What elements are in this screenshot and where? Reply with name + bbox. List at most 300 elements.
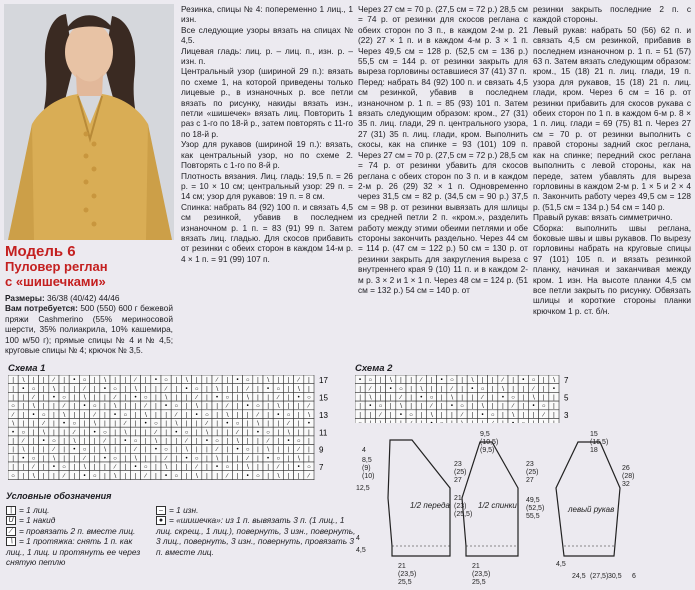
chart-symbol: ○: [164, 377, 168, 384]
chart-symbol: ○: [286, 412, 291, 419]
chart-symbol: ∖: [194, 473, 199, 480]
chart-symbol: |: [379, 395, 382, 401]
chart-symbol: ∕: [94, 412, 96, 419]
chart-symbol: |: [22, 421, 25, 428]
chart-symbol: •: [267, 386, 270, 393]
chart-symbol: [542, 421, 546, 423]
chart-symbol: ∕: [114, 464, 116, 471]
chart-symbol: |: [93, 386, 96, 393]
chart-symbol: ∕: [216, 377, 218, 384]
chart-symbol: •: [134, 395, 137, 401]
chart-symbol: |: [155, 412, 157, 419]
chart-symbol: |: [236, 403, 239, 410]
chart-symbol: |: [93, 438, 96, 445]
chart-symbol: ∕: [512, 403, 514, 410]
chart-symbol: |: [440, 386, 443, 393]
chart-symbol: ○: [307, 464, 311, 471]
chart-symbol: ○: [480, 386, 485, 393]
dimension-label: 18: [590, 447, 598, 454]
chart-symbol: |: [389, 395, 392, 401]
chart-symbol: |: [359, 386, 361, 393]
chart-symbol: ○: [225, 464, 230, 471]
dimension-label: 23: [454, 461, 462, 468]
dimension-label: 4,5: [356, 547, 366, 554]
chart-symbol: •: [420, 395, 423, 401]
chart-symbol: |: [42, 377, 45, 384]
chart-symbol: |: [430, 386, 433, 393]
chart-row-number: 9: [319, 445, 324, 455]
chart-symbol: |: [83, 412, 86, 419]
chart-symbol: [358, 421, 362, 423]
chart-cell: [151, 479, 161, 480]
chart-symbol: •: [22, 386, 25, 393]
chart-symbol: ○: [194, 455, 199, 462]
chart-symbol: ∖: [11, 421, 16, 428]
chart-symbol: |: [512, 386, 514, 393]
chart-symbol: |: [195, 377, 198, 384]
chart-symbol: |: [216, 412, 218, 419]
chart-symbol: |: [236, 412, 239, 419]
chart-symbol: ○: [21, 429, 26, 436]
chart-symbol: |: [226, 455, 229, 462]
chart-symbol: ∕: [83, 455, 86, 462]
chart-symbol: |: [42, 455, 45, 462]
chart-symbol: ∕: [73, 429, 75, 436]
chart-symbol: |: [175, 455, 178, 462]
chart-symbol: |: [104, 395, 106, 401]
chart-symbol: ∕: [226, 403, 228, 410]
chart-symbol: |: [22, 395, 25, 401]
model-photo-illustration: [4, 4, 174, 240]
chart-symbol: ○: [174, 403, 179, 410]
chart-symbol: |: [63, 455, 65, 462]
chart-symbol: |: [236, 386, 239, 393]
chart-symbol: ○: [266, 429, 270, 436]
chart-symbol: •: [287, 438, 290, 445]
chart-symbol: |: [63, 429, 65, 436]
front-label: 1/2 переда: [410, 501, 450, 510]
dimension-label: (25): [526, 469, 539, 476]
chart-symbol: ∖: [31, 473, 36, 480]
chart-symbol: |: [42, 473, 45, 480]
chart-cell: [18, 479, 28, 480]
chart-symbol: ∖: [245, 395, 250, 401]
chart-symbol: |: [32, 447, 35, 454]
chart-symbol: ∕: [43, 421, 45, 428]
dimension-label: 32: [622, 481, 630, 488]
chart-symbol: |: [267, 473, 269, 480]
chart-symbol: |: [236, 464, 239, 471]
chart-symbol: ∕: [226, 473, 228, 480]
chart-symbol: |: [481, 377, 484, 384]
chart-symbol: |: [206, 464, 208, 471]
chart-symbol: |: [216, 403, 218, 410]
chart-symbol: |: [114, 421, 116, 428]
chart-symbol: ○: [52, 438, 56, 445]
chart-symbol: |: [369, 412, 372, 419]
chart-symbol: •: [532, 403, 535, 410]
dimension-label: (27,5): [590, 573, 609, 580]
chart-symbol: |: [124, 464, 127, 471]
materials-value: 500 (550) 600 г бежевой пряжи Cashmerino (55% мериносовой шерсти, 35% полиакрила, 10% кашемира, 100 м/50 г); прямые спицы № 4 и № 4,5; круговые спицы № 4; крючок № 3,5.: [5, 303, 173, 356]
chart-symbol: |: [114, 438, 116, 445]
chart-symbol: ○: [82, 447, 87, 454]
chart-symbol: |: [297, 473, 300, 480]
chart-symbol: ∖: [72, 438, 77, 445]
chart-cell: [212, 479, 222, 480]
chart-symbol: •: [124, 438, 127, 445]
chart-symbol: |: [471, 403, 474, 410]
chart-cell: [69, 479, 79, 480]
chart-symbol: |: [287, 377, 290, 384]
chart-symbol: •: [552, 386, 555, 393]
chart-symbol: |: [287, 464, 290, 471]
chart-symbol: •: [277, 412, 280, 419]
chart-symbol: •: [73, 377, 76, 384]
chart-symbol: |: [155, 464, 157, 471]
dimension-label: 4,5: [556, 561, 566, 568]
chart-symbol: |: [277, 421, 280, 428]
chart-symbol: |: [134, 421, 137, 428]
chart-symbol: |: [420, 403, 423, 410]
chart-symbol: ∕: [461, 412, 463, 419]
sleeve-label: левый рукав: [568, 505, 615, 514]
chart-symbol: ∖: [480, 403, 485, 410]
chart-symbol: ∖: [102, 447, 107, 454]
chart-symbol: [512, 421, 514, 423]
chart-symbol: |: [12, 455, 14, 462]
chart-symbol: [430, 421, 432, 423]
chart-symbol: |: [114, 447, 116, 454]
chart-symbol: ∖: [276, 403, 281, 410]
chart-symbol: |: [155, 395, 157, 401]
chart-cell: [263, 479, 273, 480]
dimension-label: 8,5: [362, 457, 372, 464]
dimension-label: 6: [632, 573, 636, 580]
schema2-grid: [355, 375, 580, 423]
chart-symbol: |: [471, 412, 474, 419]
chart-symbol: •: [114, 412, 117, 419]
chart-symbol: |: [185, 473, 188, 480]
chart-cell: [141, 479, 151, 480]
chart-symbol: |: [359, 412, 361, 419]
chart-symbol: |: [246, 429, 249, 436]
dimension-label: 15: [590, 431, 598, 438]
chart-symbol: •: [175, 429, 178, 436]
chart-symbol: •: [256, 429, 259, 436]
chart-symbol: |: [287, 473, 290, 480]
chart-symbol: |: [277, 377, 280, 384]
chart-symbol: |: [124, 386, 127, 393]
chart-symbol: |: [144, 455, 147, 462]
chart-symbol: ○: [113, 455, 117, 462]
chart-symbol: |: [297, 421, 300, 428]
chart-symbol: |: [308, 438, 310, 445]
chart-symbol: •: [359, 377, 362, 384]
chart-symbol: |: [226, 386, 229, 393]
chart-symbol: ○: [256, 473, 260, 480]
chart-symbol: |: [165, 421, 167, 428]
chart-symbol: ∖: [92, 421, 97, 428]
chart-symbol: |: [461, 386, 463, 393]
chart-symbol: •: [440, 377, 443, 384]
chart-symbol: ○: [225, 395, 230, 401]
chart-symbol: |: [12, 438, 14, 445]
chart-symbol: |: [12, 395, 14, 401]
chart-symbol: ∖: [113, 403, 118, 410]
chart-symbol: |: [216, 429, 218, 436]
chart-symbol: |: [155, 403, 157, 410]
chart-symbol: |: [175, 447, 178, 454]
chart-symbol: |: [175, 386, 178, 393]
chart-symbol: |: [53, 473, 55, 480]
chart-symbol: |: [226, 429, 229, 436]
chart-symbol: |: [522, 403, 525, 410]
chart-symbol: ∖: [266, 447, 271, 454]
chart-symbol: |: [114, 429, 116, 436]
chart-symbol: |: [12, 386, 14, 393]
chart-symbol: ○: [143, 464, 148, 471]
chart-symbol: ∖: [306, 412, 311, 419]
chart-symbol: ○: [164, 447, 168, 454]
chart-symbol: ∕: [32, 395, 35, 401]
chart-symbol: •: [63, 421, 66, 428]
chart-symbol: |: [491, 403, 494, 410]
legend-yo: U = 1 накид: [6, 515, 146, 526]
chart-symbol: ∖: [419, 386, 424, 393]
chart-symbol: |: [42, 447, 45, 454]
chart-symbol: ∖: [286, 429, 291, 436]
chart-symbol: ∖: [21, 447, 26, 454]
chart-symbol: |: [124, 447, 127, 454]
chart-symbol: ∕: [63, 403, 65, 410]
chart-symbol: ∕: [145, 403, 147, 410]
dimension-label: (23,5): [472, 571, 491, 578]
chart-symbol: •: [195, 412, 198, 419]
chart-cell: [8, 479, 18, 480]
chart-symbol: ∖: [215, 386, 220, 393]
chart-symbol: ∕: [247, 386, 249, 393]
chart-symbol: [379, 421, 383, 423]
chart-symbol: |: [236, 395, 239, 401]
dimension-label: (52,5): [526, 505, 545, 512]
chart-symbol: |: [379, 386, 382, 393]
chart-row-number: 13: [319, 410, 328, 420]
chart-cell: [232, 479, 242, 480]
chart-symbol: |: [400, 377, 402, 384]
chart-symbol: ○: [399, 386, 403, 393]
chart-symbol: |: [389, 403, 392, 410]
chart-symbol: ∕: [532, 386, 535, 393]
chart-cell: [100, 479, 110, 480]
chart-symbol: ∕: [53, 447, 55, 454]
chart-symbol: |: [379, 377, 382, 384]
chart-symbol: |: [104, 464, 106, 471]
chart-symbol: •: [450, 403, 453, 410]
pattern-pieces: [350, 428, 690, 588]
chart-symbol: ∕: [502, 377, 504, 384]
chart-symbol: ∖: [82, 395, 87, 401]
chart-symbol: ∕: [308, 473, 310, 480]
chart-symbol: |: [502, 403, 504, 410]
dimension-label: 25,5: [398, 579, 412, 586]
chart-symbol: •: [52, 395, 55, 401]
chart-symbol: •: [236, 377, 239, 384]
dimension-label: (23): [454, 503, 467, 510]
chart-symbol: |: [185, 421, 188, 428]
chart-symbol: |: [553, 395, 555, 401]
chart-symbol: ○: [143, 395, 148, 401]
bobble-symbol-icon: ●: [156, 516, 166, 525]
chart-symbol: ○: [460, 403, 464, 410]
chart-symbol: |: [155, 473, 157, 480]
chart-row-number: 7: [564, 376, 569, 386]
chart-cell: [181, 479, 191, 480]
chart-symbol: |: [491, 377, 494, 384]
chart-symbol: ∕: [155, 429, 157, 436]
chart-symbol: ∖: [215, 455, 220, 462]
chart-symbol: ∖: [62, 412, 67, 419]
dimension-label: (9,5): [480, 447, 495, 454]
chart-symbol: •: [103, 386, 106, 393]
chart-symbol: |: [206, 473, 208, 480]
chart-symbol: |: [104, 421, 106, 428]
chart-cell: [294, 479, 304, 480]
chart-symbol: ∕: [287, 421, 290, 428]
chart-symbol: |: [93, 464, 96, 471]
chart-symbol: ∕: [247, 455, 249, 462]
chart-symbol: |: [144, 429, 147, 436]
chart-symbol: |: [144, 438, 147, 445]
chart-symbol: ∕: [104, 438, 106, 445]
chart-symbol: ∖: [470, 377, 475, 384]
chart-symbol: •: [144, 421, 147, 428]
chart-symbol: |: [308, 429, 310, 436]
dimension-label: 49,5: [526, 497, 540, 504]
chart-symbol: |: [389, 412, 392, 419]
chart-symbol: ∕: [12, 412, 14, 419]
dimension-label: (25,5): [454, 511, 473, 518]
chart-symbol: |: [175, 438, 178, 445]
chart-symbol: ○: [296, 438, 301, 445]
chart-symbol: |: [175, 464, 178, 471]
chart-symbol: |: [22, 473, 25, 480]
chart-symbol: ∕: [83, 386, 86, 393]
chart-symbol: |: [277, 438, 280, 445]
chart-symbol: |: [287, 455, 290, 462]
chart-symbol: ∕: [298, 447, 300, 454]
chart-symbol: ∕: [196, 395, 198, 401]
dimension-label: 21: [454, 495, 462, 502]
chart-symbol: ○: [62, 464, 66, 471]
dimension-label: 4: [356, 535, 360, 542]
chart-symbol: ∖: [51, 455, 56, 462]
legend: [6, 491, 356, 568]
chart-symbol: ∕: [277, 464, 279, 471]
chart-symbol: ∖: [296, 386, 301, 393]
chart-cell: [243, 479, 253, 480]
chart-symbol: ○: [256, 403, 260, 410]
chart-cell: [39, 479, 49, 480]
chart-symbol: •: [246, 403, 249, 410]
sizes-value: 36/38 (40/42) 44/46: [47, 293, 120, 303]
chart-symbol: |: [42, 395, 45, 401]
chart-symbol: ∖: [204, 429, 209, 436]
chart-symbol: •: [297, 464, 300, 471]
chart-symbol: |: [83, 438, 86, 445]
chart-symbol: •: [267, 455, 270, 462]
chart-symbol: ∕: [298, 377, 300, 384]
chart-symbol: |: [359, 395, 361, 401]
chart-symbol: |: [124, 473, 127, 480]
chart-symbol: |: [430, 377, 433, 384]
yarn-over-symbol-icon: U: [6, 516, 16, 525]
chart-symbol: ∕: [32, 464, 35, 471]
chart-symbol: •: [216, 395, 219, 401]
chart-symbol: |: [195, 421, 198, 428]
chart-symbol: •: [32, 412, 35, 419]
chart-symbol: •: [93, 429, 96, 436]
chart-symbol: ∕: [124, 421, 126, 428]
chart-symbol: |: [226, 438, 229, 445]
chart-symbol: |: [165, 438, 167, 445]
chart-symbol: ∖: [388, 377, 393, 384]
chart-symbol: ∖: [266, 377, 271, 384]
chart-symbol: ○: [307, 395, 311, 401]
chart-symbol: |: [185, 412, 188, 419]
chart-symbol: •: [185, 386, 188, 393]
chart-symbol: |: [440, 412, 443, 419]
materials-label: Вам потребуется:: [5, 303, 78, 314]
chart-symbol: |: [257, 455, 259, 462]
chart-cell: [253, 479, 263, 480]
chart-symbol: |: [440, 403, 443, 410]
chart-symbol: |: [134, 429, 137, 436]
chart-symbol: ○: [31, 455, 36, 462]
chart-symbol: ○: [215, 438, 219, 445]
chart-symbol: ○: [82, 377, 87, 384]
chart-symbol: |: [267, 412, 269, 419]
dimension-label: 21: [398, 563, 406, 570]
chart-symbol: |: [83, 429, 86, 436]
chart-symbol: ○: [62, 395, 66, 401]
schema1-label: Схема 1: [8, 363, 46, 374]
chart-symbol: |: [73, 412, 76, 419]
legend-skp: ∖ = 1 протяжка: снять 1 п. как лиц., 1 лиц. и протянуть ее через снятую петлю: [6, 536, 141, 567]
model-title-line2: с «шишечками»: [5, 274, 106, 289]
chart-symbol: |: [93, 447, 96, 454]
chart-symbol: ∖: [102, 377, 107, 384]
chart-symbol: |: [185, 464, 188, 471]
chart-symbol: |: [287, 447, 290, 454]
chart-symbol: •: [246, 473, 249, 480]
chart-symbol: ∕: [206, 421, 208, 428]
chart-symbol: ∕: [267, 438, 269, 445]
front-piece-outline: [388, 440, 450, 556]
chart-symbol: |: [93, 455, 96, 462]
chart-row-number: 17: [319, 376, 328, 386]
chart-symbol: |: [359, 403, 361, 410]
chart-symbol: ∖: [225, 412, 230, 419]
chart-symbol: •: [216, 464, 219, 471]
chart-symbol: ∕: [236, 429, 239, 436]
k2tog-symbol-icon: ∕: [6, 527, 16, 536]
chart-symbol: |: [542, 386, 545, 393]
chart-symbol: |: [257, 386, 259, 393]
chart-cell: [130, 479, 140, 480]
chart-symbol: ∖: [194, 403, 199, 410]
chart-symbol: |: [308, 447, 310, 454]
